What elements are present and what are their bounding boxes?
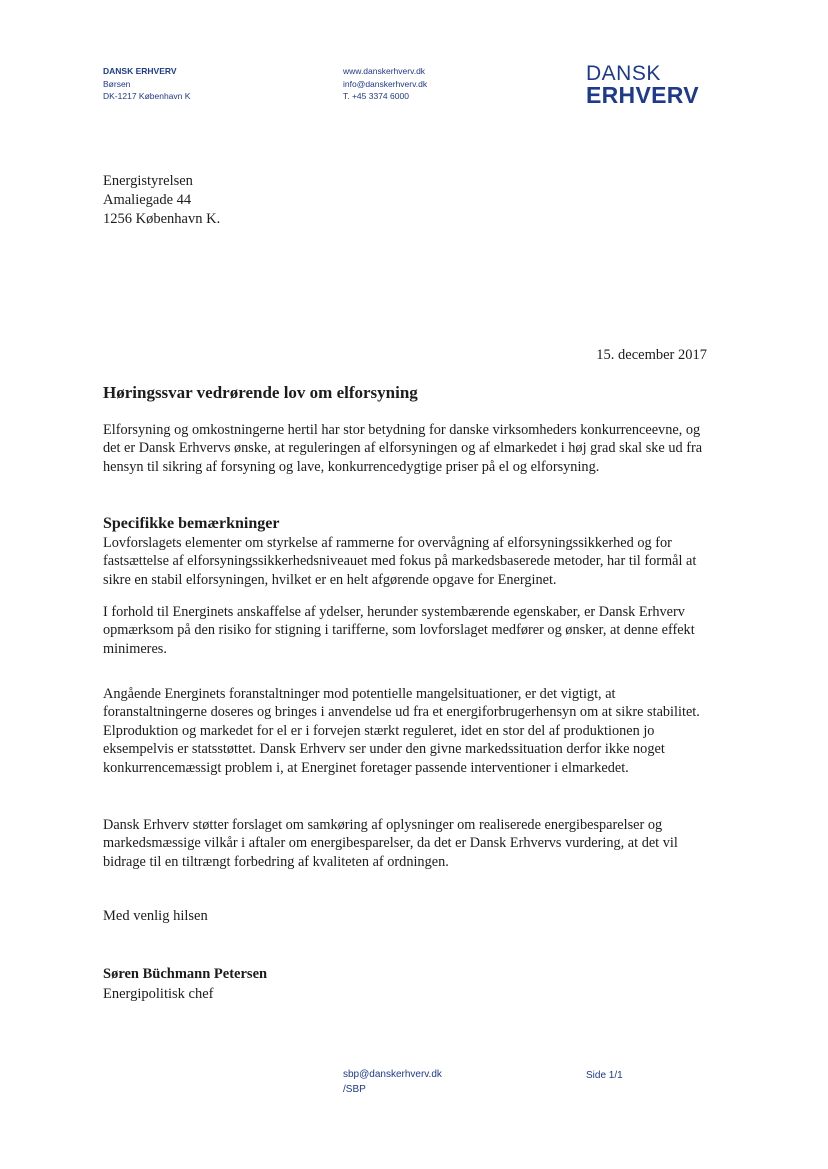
intro-paragraph <box>103 421 717 476</box>
sender-phone: T. +45 3374 6000 <box>343 91 409 101</box>
dansk-erhverv-logo <box>586 64 699 107</box>
sender-address-block <box>103 65 190 103</box>
intro-text: Elforsyning og omkostningerne hertil har stor betydning for danske virksomheders konkurrenceevne, og det er Dansk Erhvervs ønske, at reguleringen af elforsyningen og af elmarkedet i høj grad skal ske ud fra hensyn til sikring af forsyning og lave, konkurrencedygtige priser på el og elforsyning. <box>103 422 703 475</box>
paragraph-2-block <box>103 603 717 658</box>
paragraph-1: Lovforslagets elementer om styrkelse af rammerne for overvågning af elforsyningssikkerhed og for fastsættelse af elforsyningssikkerhedsniveauet med fokus på markedsbaserede metoder, har til formål at sikre en stabil elforsyningen, hvilket er en helt afgørende opgave for Energinet. <box>103 535 697 588</box>
paragraph-2: I forhold til Energinets anskaffelse af ydelser, herunder systembærende egenskaber, er Dansk Erhverv opmærksom på den risiko for stigning i tarifferne, som lovforslaget medfører og ønsker, at denne effekt minimeres. <box>103 604 695 657</box>
signatory-role: Energipolitisk chef <box>103 986 214 1002</box>
recipient-city: 1256 København K. <box>103 211 221 227</box>
section-subheading: Specifikke bemærkninger <box>103 515 280 532</box>
paragraph-3: Angående Energinets foranstaltninger mod potentielle mangelsituationer, er det vigtigt, at foranstaltningerne doseres og bringes i anvendelse ud fra et energiforbrugerhensyn om at sikre stabilitet. Elproduktion og markedet for el er i forvejen stærkt reguleret, idet en stor del af produktionen jo eksempelvis er statsstøttet. Dansk Erhverv ser under den givne markedssituation derfor ikke noget konkurrencemæssigt problem i, at Energinet foretager passende interventioner i elmarkedet. <box>103 686 700 776</box>
specific-remarks-section <box>103 514 717 589</box>
letter-title: Høringssvar vedrørende lov om elforsyning <box>103 383 418 402</box>
footer-contact <box>343 1067 442 1097</box>
page-number: Side 1/1 <box>586 1070 623 1081</box>
sender-email-link[interactable]: info@danskerhverv.dk <box>343 78 428 89</box>
recipient-name: Energistyrelsen <box>103 173 193 189</box>
signature-block <box>103 964 267 1004</box>
recipient-address <box>103 172 220 229</box>
sender-postal: DK-1217 København K <box>103 91 191 101</box>
letter-date: 15. december 2017 <box>596 347 707 363</box>
sender-contact-block <box>343 65 427 103</box>
paragraph-4: Dansk Erhverv støtter forslaget om samkøring af oplysninger om realiserede energibesparelser og markedsmæssige vilkår i aftaler om energibesparelser, da det er Dansk Erhvervs vurdering, at det vil bidrage til en tiltrængt forbedring af kvaliteten af ordningen. <box>103 817 678 870</box>
sender-company-name: DANSK ERHVERV <box>103 66 177 76</box>
sender-website-link[interactable]: www.danskerhverv.dk <box>343 66 426 76</box>
closing-greeting: Med venlig hilsen <box>103 908 208 924</box>
paragraph-4-block <box>103 816 717 871</box>
footer-reference: /SBP <box>343 1084 366 1095</box>
paragraph-3-block <box>103 685 717 777</box>
logo-line-2: ERHVERV <box>586 82 699 108</box>
sender-building: Børsen <box>103 78 131 89</box>
footer-email-link[interactable]: sbp@danskerhverv.dk <box>343 1069 442 1080</box>
logo-line-1: DANSK <box>586 62 661 85</box>
signatory-name: Søren Büchmann Petersen <box>103 966 268 982</box>
recipient-street: Amaliegade 44 <box>103 192 192 208</box>
